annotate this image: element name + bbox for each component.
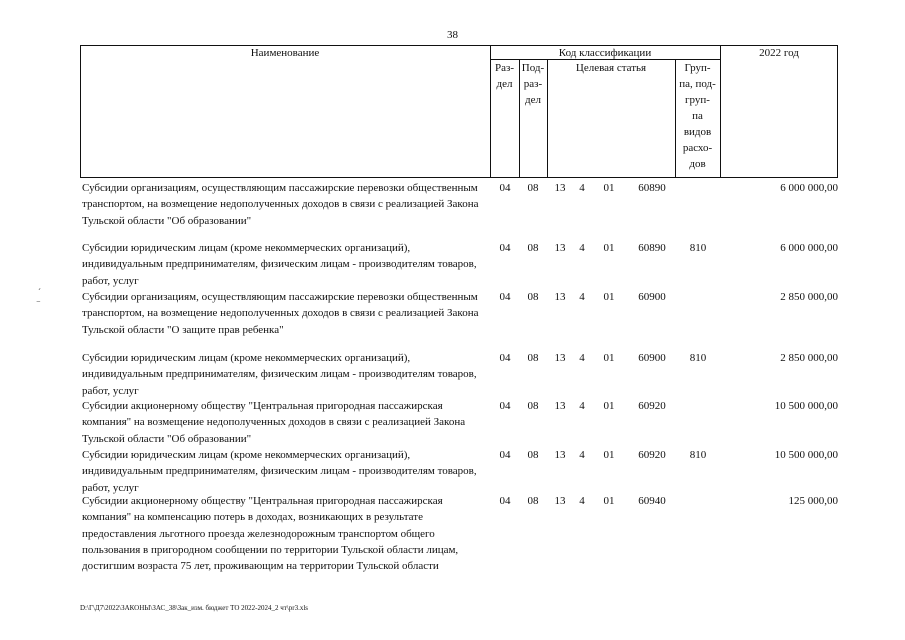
row-expense-type: 810 — [689, 449, 707, 461]
row-amount: 6 000 000,00 — [780, 182, 838, 194]
row-name: Субсидии организациям, осуществляющим пассажирские перевозки общественным транспортом, на возмещение недополученных доходов в связи с реализацией Закона Тульской области "О защите прав ребенка" — [82, 291, 479, 336]
row-target-program: 13 — [554, 449, 566, 461]
row-name: Субсидии юридическим лицам (кроме некоммерческих организаций), индивидуальным предпринимателям, физическим лицам - производителям товаров, работ, услуг — [82, 242, 477, 287]
row-target-event: 01 — [603, 291, 615, 303]
row-razdel: 04 — [499, 449, 511, 461]
row-amount: 10 500 000,00 — [774, 400, 838, 412]
row-target-program: 13 — [554, 495, 566, 507]
row-target-direction: 60920 — [638, 449, 666, 461]
row-target-event: 01 — [603, 242, 615, 254]
margin-scan-mark: ⁻ — [36, 298, 41, 308]
row-podrazdel: 08 — [527, 400, 539, 412]
table-row — [80, 289, 838, 349]
row-podrazdel: 08 — [527, 352, 539, 364]
row-target-subprogram: 4 — [579, 291, 585, 303]
row-podrazdel: 08 — [527, 291, 539, 303]
header-classification: Код классификации — [558, 47, 652, 59]
row-target-subprogram: 4 — [579, 352, 585, 364]
row-target-subprogram: 4 — [579, 449, 585, 461]
table-row — [80, 350, 838, 400]
table-row — [80, 447, 838, 497]
table-row — [80, 493, 838, 593]
row-target-program: 13 — [554, 182, 566, 194]
footer-file-path: D:\Г\Д7\2022\ЗАКОНЫ\ЗАС_38\Зак_изм. бюджет ТО 2022-2024_2 чт\pr3.xls — [80, 604, 309, 612]
row-name: Субсидии юридическим лицам (кроме некоммерческих организаций), индивидуальным предпринимателям, физическим лицам - производителям товаров, работ, услуг — [82, 449, 477, 494]
row-target-subprogram: 4 — [579, 182, 585, 194]
table-header — [80, 45, 838, 178]
row-target-subprogram: 4 — [579, 400, 585, 412]
row-target-direction: 60900 — [638, 291, 666, 303]
row-podrazdel: 08 — [527, 182, 539, 194]
row-amount: 6 000 000,00 — [780, 242, 838, 254]
row-razdel: 04 — [499, 352, 511, 364]
row-razdel: 04 — [499, 242, 511, 254]
header-target-article: Целевая статья — [575, 62, 647, 74]
row-target-program: 13 — [554, 242, 566, 254]
row-target-subprogram: 4 — [579, 242, 585, 254]
row-expense-type: 810 — [689, 352, 707, 364]
row-razdel: 04 — [499, 182, 511, 194]
row-target-event: 01 — [603, 495, 615, 507]
row-podrazdel: 08 — [527, 495, 539, 507]
header-section: Раз- дел — [494, 62, 514, 90]
row-amount: 125 000,00 — [788, 495, 838, 507]
row-target-program: 13 — [554, 400, 566, 412]
row-target-direction: 60890 — [638, 182, 666, 194]
row-target-program: 13 — [554, 291, 566, 303]
row-name: Субсидии организациям, осуществляющим пассажирские перевозки общественным транспортом, на возмещение недополученных доходов в связи с реализацией Закона Тульской области "Об образовании" — [82, 182, 479, 227]
row-podrazdel: 08 — [527, 449, 539, 461]
margin-scan-mark: ˊ — [38, 287, 41, 297]
row-target-event: 01 — [603, 449, 615, 461]
table-row — [80, 240, 838, 290]
row-target-direction: 60940 — [638, 495, 666, 507]
row-target-direction: 60900 — [638, 352, 666, 364]
row-expense-type: 810 — [689, 242, 707, 254]
table-row — [80, 180, 838, 240]
row-amount: 10 500 000,00 — [774, 449, 838, 461]
row-amount: 2 850 000,00 — [780, 352, 838, 364]
row-target-program: 13 — [554, 352, 566, 364]
table-row — [80, 398, 838, 448]
header-subsection: Под- раз- дел — [521, 62, 545, 106]
header-year: 2022 год — [759, 47, 799, 59]
row-razdel: 04 — [499, 495, 511, 507]
row-target-event: 01 — [603, 400, 615, 412]
row-target-event: 01 — [603, 182, 615, 194]
row-name: Субсидии акционерному обществу "Центральная пригородная пассажирская компания" на возмещение недополученных доходов в связи с реализацией Закона Тульской области "Об образовании" — [82, 400, 466, 445]
row-razdel: 04 — [499, 291, 511, 303]
header-expense-group: Груп- па, под- груп- па видов расхо- дов — [679, 62, 716, 170]
row-target-event: 01 — [603, 352, 615, 364]
row-amount: 2 850 000,00 — [780, 291, 838, 303]
row-target-direction: 60890 — [638, 242, 666, 254]
header-name: Наименование — [250, 47, 320, 59]
row-target-subprogram: 4 — [579, 495, 585, 507]
row-razdel: 04 — [499, 400, 511, 412]
row-name: Субсидии юридическим лицам (кроме некоммерческих организаций), индивидуальным предпринимателям, физическим лицам - производителям товаров, работ, услуг — [82, 352, 477, 397]
row-name: Субсидии акционерному обществу "Центральная пригородная пассажирская компания" на компенсацию потерь в доходах, возникающих в результате предоставления льготного проезда железнодорожным транспортом общего пользования в пригородном сообщении по территории Тульской области лицам, достигшим возраста 75 лет, проживающим на территории Тульской области — [82, 495, 459, 573]
page-number: 38 — [447, 29, 458, 41]
row-podrazdel: 08 — [527, 242, 539, 254]
row-target-direction: 60920 — [638, 400, 666, 412]
